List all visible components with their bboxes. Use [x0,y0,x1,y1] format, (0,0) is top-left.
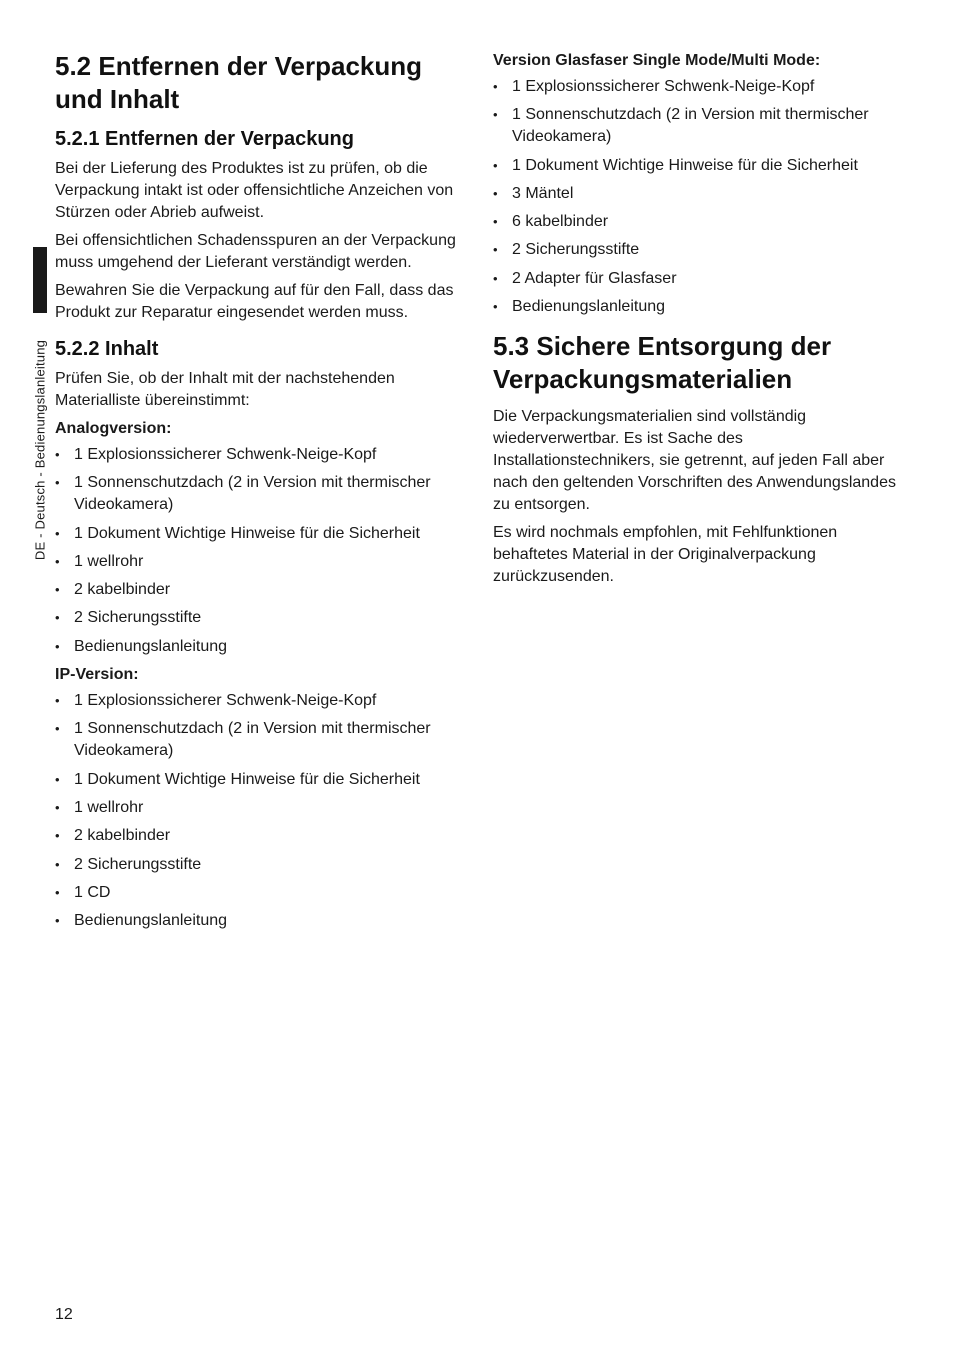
list-item: • 1 CD [55,882,465,904]
left-column [55,50,465,938]
section-5-2-title: 5.2 Entfernen der Verpackung und Inhalt [55,51,423,114]
list-item: • 1 wellrohr [55,551,465,573]
paragraph: Prüfen Sie, ob der Inhalt mit der nachstehenden Materialliste übereinstimmt: [55,370,395,409]
ip-version-label: IP-Version: [55,666,139,684]
list-item: • 2 Sicherungsstifte [55,607,465,629]
list-item: • Bedienungslanleitung [55,636,465,658]
section-5-2-1-title: 5.2.1 Entfernen der Verpackung [55,128,354,150]
section-5-2-2-title: 5.2.2 Inhalt [55,338,159,360]
list-item: • 2 kabelbinder [55,579,465,601]
list-item: • 1 Dokument Wichtige Hinweise für die Sicherheit [55,769,465,791]
page-number: 12 [55,1306,73,1323]
side-language-label: DE - Deutsch - Bedienungslanleitung [32,339,48,561]
list-item: • 2 Sicherungsstifte [493,239,903,261]
paragraph: Die Verpackungsmaterialien sind vollständig wiederverwertbar. Es ist Sache des Installationstechnikers, sie getrennt, auf jeden Fall aber nach den geltenden Vorschriften des Anwendungslandes zu entsorgen. [493,408,896,514]
list-item: • 1 wellrohr [55,797,465,819]
list-item: • Bedienungslanleitung [55,910,465,932]
paragraph: Bewahren Sie die Verpackung auf für den Fall, dass das Produkt zur Reparatur eingesendet werden muss. [55,282,454,321]
list-item: • 1 Sonnenschutzdach (2 in Version mit thermischer Videokamera) [55,718,465,762]
list-item: • 1 Explosionssicherer Schwenk-Neige-Kopf [493,76,903,98]
analog-version-label: Analogversion: [55,420,172,437]
list-item: • 2 Adapter für Glasfaser [493,268,903,290]
paragraph: Bei der Lieferung des Produktes ist zu prüfen, ob die Verpackung intakt ist oder offensichtliche Anzeichen von Stürzen oder Abrieb aufweist. [55,160,454,221]
list-item: • 1 Dokument Wichtige Hinweise für die Sicherheit [493,155,903,177]
list-item: • Bedienungslanleitung [493,296,903,318]
list-item: • 2 kabelbinder [55,825,465,847]
analog-version-list [55,444,465,658]
fiber-version-list [493,76,903,318]
list-item: • 3 Mäntel [493,183,903,205]
ip-version-list [55,690,465,932]
list-item: • 1 Sonnenschutzdach (2 in Version mit thermischer Videokamera) [55,472,465,516]
list-item: • 1 Explosionssicherer Schwenk-Neige-Kopf [55,444,465,466]
paragraph: Bei offensichtlichen Schadensspuren an der Verpackung muss umgehend der Lieferant verständigt werden. [55,232,456,271]
side-tab-marker [33,247,47,313]
section-5-3-title: 5.3 Sichere Entsorgung der Verpackungsmaterialien [493,331,832,395]
paragraph: Es wird nochmals empfohlen, mit Fehlfunktionen behaftetes Material in der Originalverpackung zurückzusenden. [493,524,838,586]
list-item: • 2 Sicherungsstifte [55,854,465,876]
list-item: • 1 Dokument Wichtige Hinweise für die Sicherheit [55,523,465,545]
list-item: • 1 Explosionssicherer Schwenk-Neige-Kopf [55,690,465,712]
list-item: • 6 kabelbinder [493,211,903,233]
list-item: • 1 Sonnenschutzdach (2 in Version mit thermischer Videokamera) [493,104,903,148]
fiber-version-label: Version Glasfaser Single Mode/Multi Mode: [493,52,821,69]
right-column [493,50,903,594]
